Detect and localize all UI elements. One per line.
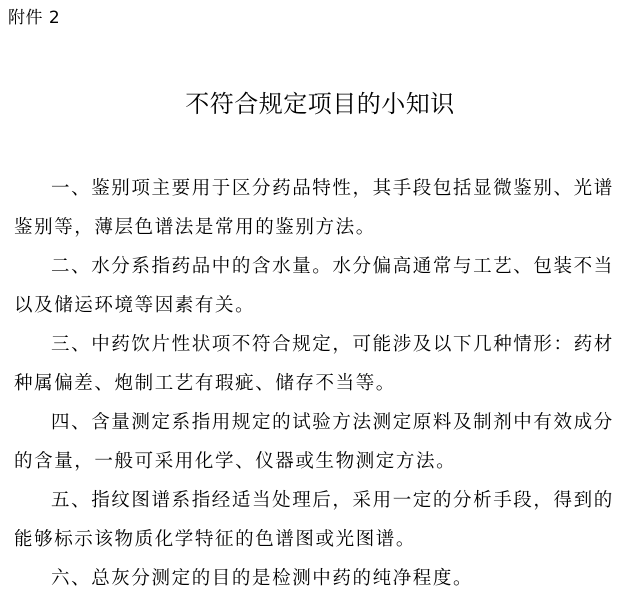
paragraph-2: 二、水分系指药品中的含水量。水分偏高通常与工艺、包装不当以及储运环境等因素有关。 xyxy=(14,256,614,316)
paragraph-1: 一、鉴别项主要用于区分药品特性，其手段包括显微鉴别、光谱鉴别等，薄层色谱法是常用的鉴别方法。 xyxy=(14,178,614,238)
attachment-label: 附件 2 xyxy=(8,8,61,28)
document-title: 不符合规定项目的小知识 xyxy=(185,90,455,118)
document-body xyxy=(14,169,626,598)
paragraph-5: 五、指纹图谱系指经适当处理后，采用一定的分析手段，得到的能够标示该物质化学特征的色谱图或光图谱。 xyxy=(14,490,614,550)
paragraph-4: 四、含量测定系指用规定的试验方法测定原料及制剂中有效成分的含量，一般可采用化学、仪器或生物测定方法。 xyxy=(14,412,614,472)
paragraph-6: 六、总灰分测定的目的是检测中药的纯净程度。 xyxy=(51,568,474,589)
paragraph-3: 三、中药饮片性状项不符合规定，可能涉及以下几种情形：药材种属偏差、炮制工艺有瑕疵、储存不当等。 xyxy=(14,334,614,394)
